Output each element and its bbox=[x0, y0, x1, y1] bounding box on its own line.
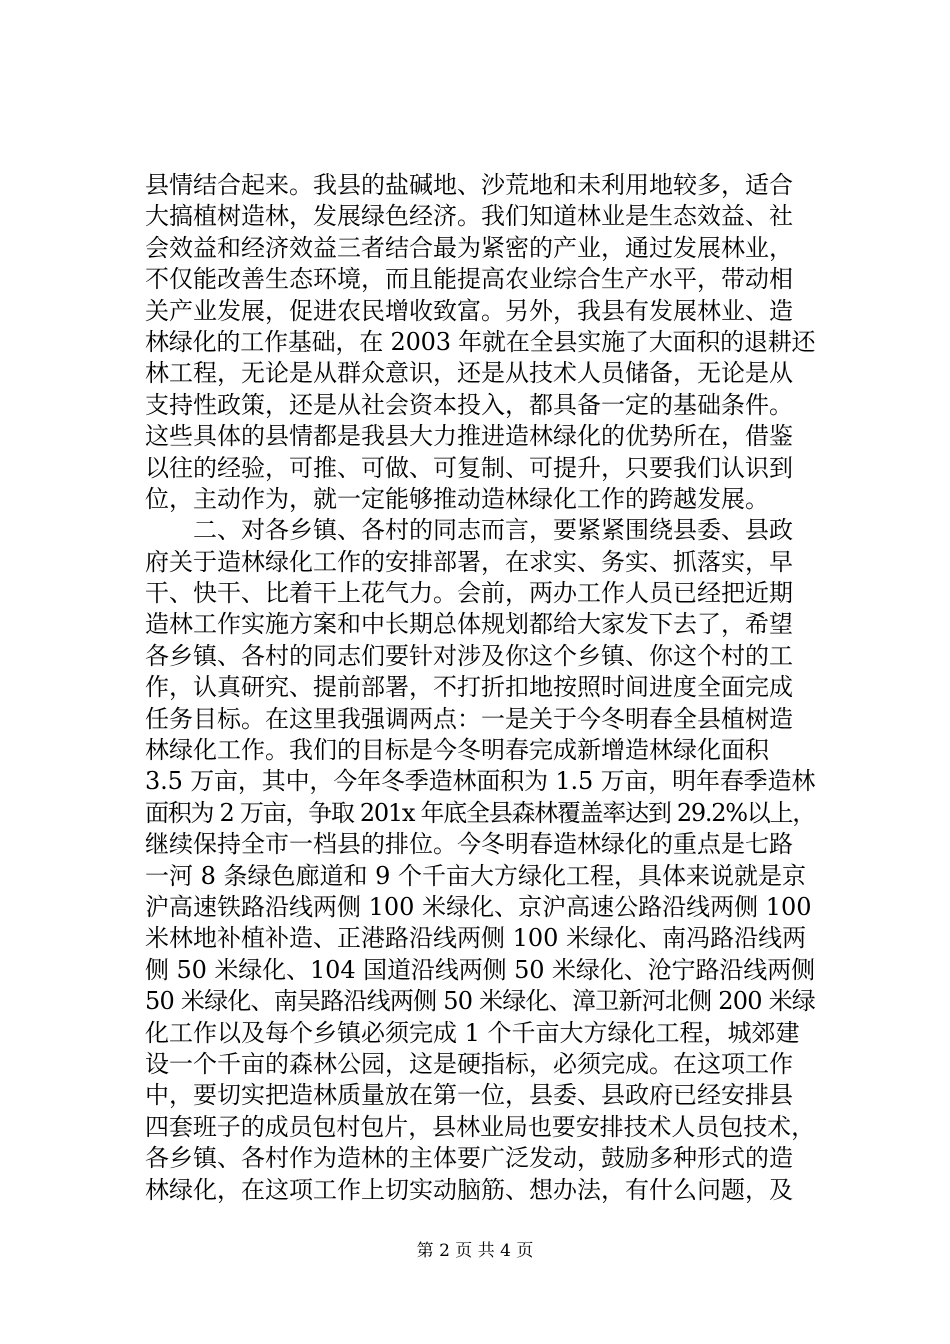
text-line: 四套班子的成员包村包片，县林业局也要安排技术人员包技术， bbox=[145, 1112, 815, 1141]
text-line: 米林地补植补造、正港路沿线两侧 100 米绿化、南冯路沿线两 bbox=[145, 924, 807, 953]
text-line: 化工作以及每个乡镇必须完成 1 个千亩大方绿化工程，城郊建 bbox=[145, 1018, 800, 1047]
text-line: 中，要切实把造林质量放在第一位，县委、县政府已经安排县 bbox=[145, 1081, 793, 1110]
text-line: 二、对各乡镇、各村的同志而言，要紧紧围绕县委、县政 bbox=[145, 516, 793, 545]
text-line: 支持性政策，还是从社会资本投入，都具备一定的基础条件。 bbox=[145, 390, 793, 419]
text-line: 不仅能改善生态环境，而且能提高农业综合生产水平，带动相 bbox=[145, 265, 793, 294]
text-line: 一河 8 条绿色廊道和 9 个千亩大方绿化工程，具体来说就是京 bbox=[145, 861, 807, 890]
text-line: 各乡镇、各村作为造林的主体要广泛发动，鼓励多种形式的造 bbox=[145, 1144, 793, 1173]
text-line: 关产业发展，促进农民增收致富。另外，我县有发展林业、造 bbox=[145, 296, 793, 325]
text-line: 面积为 2 万亩，争取 201x 年底全县森林覆盖率达到 29.2%以上， bbox=[145, 798, 815, 827]
text-line: 各乡镇、各村的同志们要针对涉及你这个乡镇、你这个村的工 bbox=[145, 641, 793, 670]
page-footer: 第 2 页 共 4 页 bbox=[416, 1241, 534, 1261]
text-line: 县情结合起来。我县的盐碱地、沙荒地和未利用地较多，适合 bbox=[145, 171, 793, 199]
text-line: 会效益和经济效益三者结合最为紧密的产业，通过发展林业， bbox=[145, 233, 793, 262]
text-line: 3.5 万亩，其中，今年冬季造林面积为 1.5 万亩，明年春季造林 bbox=[145, 767, 815, 796]
text-line: 造林工作实施方案和中长期总体规划都给大家发下去了，希望 bbox=[145, 610, 793, 639]
text-line: 大搞植树造林，发展绿色经济。我们知道林业是生态效益、社 bbox=[145, 202, 793, 231]
text-line: 林绿化工作。我们的目标是今冬明春完成新增造林绿化面积 bbox=[145, 736, 769, 765]
text-line: 林绿化，在这项工作上切实动脑筋、想办法，有什么问题，及 bbox=[145, 1175, 793, 1204]
text-line: 林绿化的工作基础，在 2003 年就在全县实施了大面积的退耕还 bbox=[145, 327, 815, 356]
text-line: 沪高速铁路沿线两侧 100 米绿化、京沪高速公路沿线两侧 100 bbox=[145, 892, 812, 921]
text-line: 侧 50 米绿化、104 国道沿线两侧 50 米绿化、沧宁路沿线两侧 bbox=[145, 955, 815, 984]
text-line: 作，认真研究、提前部署，不打折扣地按照时间进度全面完成 bbox=[145, 673, 793, 702]
text-line: 这些具体的县情都是我县大力推进造林绿化的优势所在，借鉴 bbox=[145, 422, 793, 451]
text-line: 林工程，无论是从群众意识，还是从技术人员储备，无论是从 bbox=[145, 359, 793, 388]
text-line: 干、快干、比着干上花气力。会前，两办工作人员已经把近期 bbox=[145, 579, 793, 608]
text-line: 位，主动作为，就一定能够推动造林绿化工作的跨越发展。 bbox=[145, 484, 769, 513]
text-line: 任务目标。在这里我强调两点：一是关于今冬明春全县植树造 bbox=[145, 704, 793, 733]
text-line: 以往的经验，可推、可做、可复制、可提升，只要我们认识到 bbox=[145, 453, 793, 482]
text-line: 继续保持全市一档县的排位。今冬明春造林绿化的重点是七路 bbox=[145, 830, 793, 859]
text-line: 50 米绿化、南吴路沿线两侧 50 米绿化、漳卫新河北侧 200 米绿 bbox=[145, 987, 815, 1016]
text-line: 设一个千亩的森林公园，这是硬指标，必须完成。在这项工作 bbox=[145, 1049, 793, 1078]
body-text bbox=[145, 170, 815, 1206]
text-line: 府关于造林绿化工作的安排部署，在求实、务实、抓落实，早 bbox=[145, 547, 793, 576]
